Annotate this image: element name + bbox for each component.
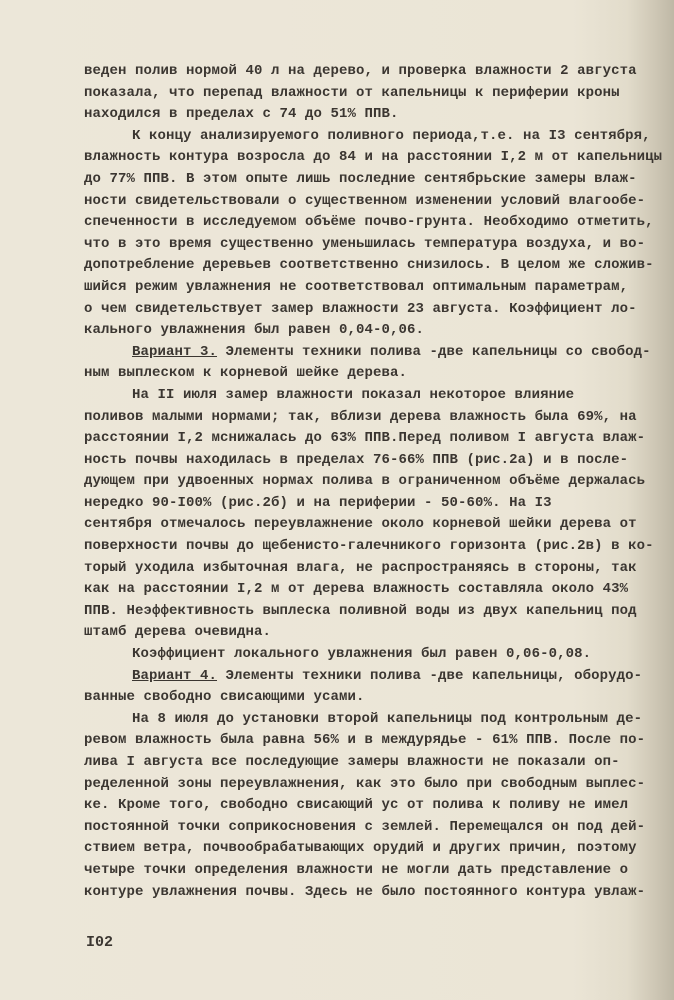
- text-line: спеченности в исследуемом объёме почво-грунта. Необходимо отметить,: [84, 214, 654, 231]
- text-line: ность почвы находилась в пределах 76-66% ППВ (рис.2а) и в после-: [84, 451, 629, 468]
- text-line: влажность контура возросла до 84 и на расстоянии I,2 м от капельницы: [84, 149, 663, 166]
- text-line: веден полив нормой 40 л на дерево, и проверка влажности 2 августа: [84, 63, 637, 79]
- page-number: I02: [86, 934, 114, 952]
- text-line: нередко 90-I00% (рис.2б) и на периферии - 50-60%. На I3: [84, 494, 552, 511]
- variant-4-line: [84, 666, 668, 688]
- text-line: ППВ. Неэффективность выплеска поливной воды из двух капельниц под: [84, 602, 637, 619]
- text-line: лива I августа все последующие замеры влажности не показали оп-: [84, 754, 620, 770]
- text-line: Коэффициент локального увлажнения был равен 0,06-0,08.: [132, 646, 592, 663]
- text-line: дующем при удвоенных нормах полива в ограниченном объёме держалась: [84, 473, 646, 490]
- text-line: ствием ветра, почвообрабатывающих орудий и других причин, поэтому: [84, 840, 637, 857]
- text-line: Элементы техники полива -две капельницы, оборудо-: [217, 667, 643, 684]
- text-line: как на расстоянии I,2 м от дерева влажность составляла около 43%: [84, 581, 629, 598]
- text-line: шийся режим увлажнения не соответствовал оптимальным параметрам,: [84, 278, 629, 295]
- variant-3-heading: Вариант 3.: [132, 343, 218, 360]
- text-line: до 77% ППВ. В этом опыте лишь последние сентябрьские замеры влаж-: [84, 170, 637, 187]
- variant-4-heading: Вариант 4.: [132, 667, 218, 684]
- text-line: четыре точки определения влажности не могли дать представление о: [84, 861, 629, 878]
- text-line: торый уходила избыточная влага, не распространяясь в стороны, так: [84, 559, 637, 576]
- text-line: штамб дерева очевидна.: [84, 624, 272, 641]
- body-text: [84, 61, 668, 903]
- text-line: расстоянии I,2 мснижалась до 63% ППВ.Перед поливом I августа влаж-: [84, 430, 646, 447]
- text-line: постоянной точки соприкосновения с землей. Перемещался он под дей-: [84, 818, 646, 835]
- text-line: поливов малыми нормами; так, вблизи дерева влажность была 69%, на: [84, 408, 637, 425]
- text-line: показала, что перепад влажности от капельницы к периферии кроны: [84, 84, 620, 101]
- text-line: ределенной зоны переувлажнения, как это было при свободным выплес-: [84, 775, 646, 792]
- text-line: На II июля замер влажности показал некоторое влияние: [132, 386, 575, 403]
- text-line: допотребление деревьев соответственно снизилось. В целом же сложив-: [84, 257, 654, 274]
- text-line: Элементы техники полива -две капельницы со свобод-: [217, 343, 651, 360]
- text-line: ности свидетельствовали о существенном изменении условий влагообе-: [84, 192, 646, 209]
- text-line: поверхности почвы до щебенисто-галечникого горизонта (рис.2в) в ко-: [84, 538, 654, 555]
- text-line: находился в пределах с 74 до 51% ППВ.: [84, 106, 399, 123]
- text-line: ванные свободно свисающими усами.: [84, 689, 365, 706]
- text-line: К концу анализируемого поливного периода,т.е. на I3 сентября,: [132, 127, 651, 144]
- text-line: о чем свидетельствует замер влажности 23 августа. Коэффициент ло-: [84, 300, 637, 317]
- text-line: контуре увлажнения почвы. Здесь не было постоянного контура увлаж-: [84, 883, 646, 900]
- text-line: ке. Кроме того, свободно свисающий ус от полива к поливу не имел: [84, 797, 629, 814]
- text-line: что в это время существенно уменьшилась температура воздуха, и во-: [84, 235, 646, 252]
- text-line: сентября отмечалось переувлажнение около корневой шейки дерева от: [84, 516, 637, 533]
- text-line: ревом влажность была равна 56% и в междурядье - 61% ППВ. После по-: [84, 732, 646, 749]
- text-line: На 8 июля до установки второй капельницы под контрольным де-: [132, 710, 643, 727]
- text-line: кального увлажнения был равен 0,04-0,06.: [84, 322, 425, 339]
- text-line: ным выплеском к корневой шейке дерева.: [84, 365, 408, 382]
- variant-3-line: [84, 342, 668, 364]
